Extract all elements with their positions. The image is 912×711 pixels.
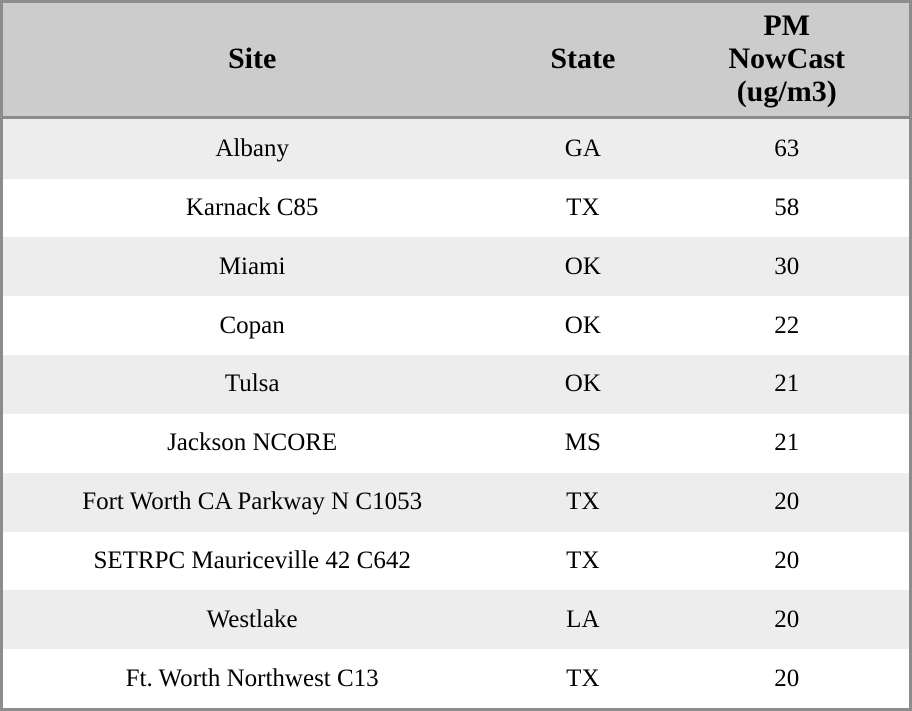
table-row	[3, 179, 909, 238]
cell-site: Tulsa	[224, 370, 280, 398]
column-header-site: Site	[3, 3, 501, 118]
cell-value: 21	[774, 429, 800, 457]
air-quality-table	[3, 3, 909, 708]
table-header	[3, 3, 909, 118]
cell-state: TX	[566, 664, 600, 692]
cell-state: OK	[564, 311, 601, 339]
cell-state: TX	[566, 546, 600, 574]
table-row	[3, 296, 909, 355]
column-header-pm-nowcast	[664, 3, 909, 118]
table-body	[3, 118, 909, 709]
table-row	[3, 237, 909, 296]
column-header-state: State	[501, 3, 664, 118]
table-header-row	[3, 3, 909, 118]
cell-state: TX	[566, 488, 600, 516]
cell-value: 20	[774, 546, 800, 574]
cell-value: 30	[774, 252, 800, 280]
cell-value: 22	[774, 311, 800, 339]
cell-state: LA	[566, 605, 600, 633]
cell-state: GA	[564, 134, 601, 162]
cell-value: 21	[774, 370, 800, 398]
column-header-pm-nowcast-line-1: PM	[763, 9, 810, 42]
table-row	[3, 590, 909, 649]
cell-value: 20	[774, 488, 800, 516]
cell-site: Copan	[219, 311, 285, 339]
cell-site: Jackson NCORE	[167, 429, 338, 457]
cell-state: TX	[566, 193, 600, 221]
cell-site: Westlake	[206, 605, 298, 633]
cell-site: Fort Worth CA Parkway N C1053	[82, 488, 423, 516]
cell-site: SETRPC Mauriceville 42 C642	[93, 546, 411, 574]
table-row	[3, 118, 909, 179]
cell-value: 63	[774, 134, 800, 162]
cell-site: Miami	[218, 252, 286, 280]
cell-state: OK	[564, 252, 601, 280]
cell-value: 58	[774, 193, 800, 221]
column-header-pm-nowcast-line-3: (ug/m3)	[736, 75, 837, 108]
table-row	[3, 532, 909, 591]
cell-site: Karnack C85	[185, 193, 319, 221]
cell-state: OK	[564, 370, 601, 398]
cell-site: Ft. Worth Northwest C13	[125, 664, 379, 692]
cell-state: MS	[564, 429, 601, 457]
table-row	[3, 355, 909, 414]
cell-site: Albany	[215, 134, 289, 162]
cell-value: 20	[774, 605, 800, 633]
column-header-pm-nowcast-line-2: NowCast	[728, 42, 846, 75]
table-row	[3, 649, 909, 708]
cell-value: 20	[774, 664, 800, 692]
table-row	[3, 473, 909, 532]
table-row	[3, 414, 909, 473]
